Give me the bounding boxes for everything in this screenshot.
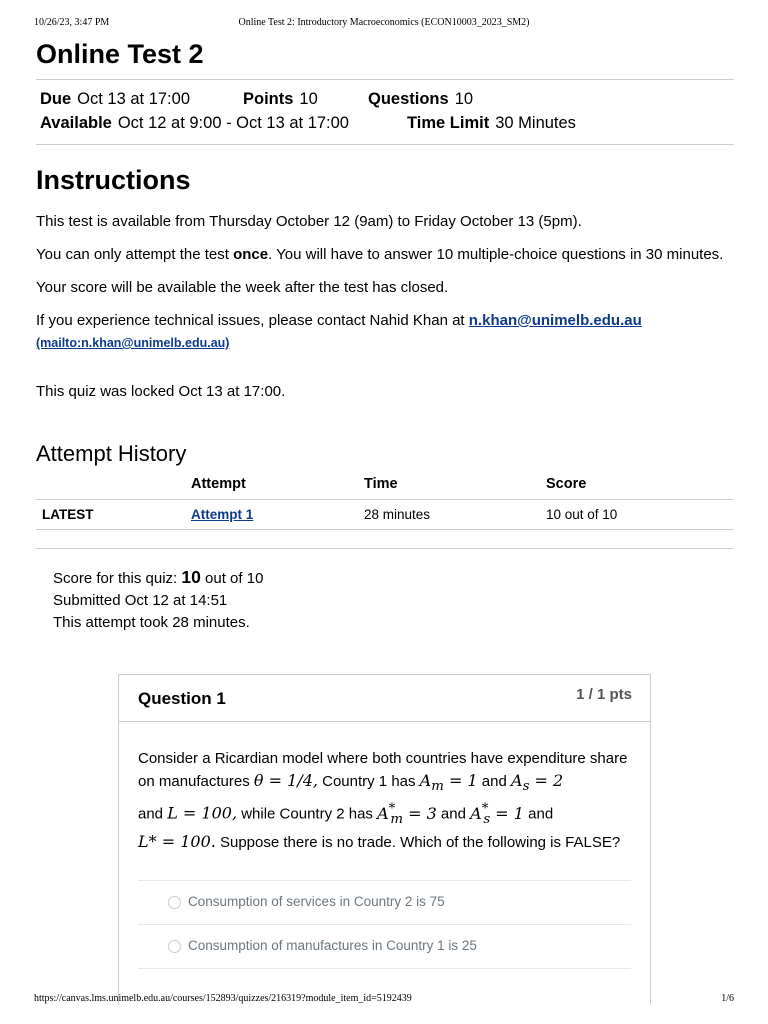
time-limit-info xyxy=(407,114,576,133)
points-label: Points xyxy=(243,90,294,108)
print-page-number: 1/6 xyxy=(721,993,734,1004)
print-doc-title: Online Test 2: Introductory Macroeconomics (ECON10003_2023_SM2) xyxy=(238,17,530,28)
questions-info xyxy=(368,90,473,109)
quiz-content xyxy=(36,38,734,634)
attempt-history-table xyxy=(36,474,734,530)
due-info xyxy=(40,90,190,109)
answer-label: Consumption of manufactures in Country 1 is 25 xyxy=(188,938,477,953)
column-header: Score xyxy=(546,474,734,500)
table-row xyxy=(36,500,734,530)
contact-mailto-text: (mailto:n.khan@unimelb.edu.au) xyxy=(36,336,230,350)
attempt-duration: This attempt took 28 minutes. xyxy=(53,614,250,631)
instructions-heading: Instructions xyxy=(36,165,191,195)
question-header xyxy=(119,675,650,722)
due-label: Due xyxy=(40,90,72,108)
radio-button[interactable] xyxy=(168,940,181,953)
answer-option[interactable] xyxy=(138,924,631,968)
available-info xyxy=(40,114,349,133)
column-header: Attempt xyxy=(191,474,364,500)
column-header: Time xyxy=(364,474,546,500)
available-value: Oct 12 at 9:00 - Oct 13 at 17:00 xyxy=(117,114,349,132)
instructions-contact: If you experience technical issues, please contact Nahid Khan at n.khan@unimelb.edu.au (mailto:n.khan@unimelb.edu.au) xyxy=(36,312,642,350)
points-value: 10 xyxy=(299,90,318,108)
answer-option[interactable] xyxy=(138,880,631,924)
quiz-details xyxy=(36,80,734,144)
quiz-summary xyxy=(36,566,734,634)
attempt-1-link[interactable]: Attempt 1 xyxy=(191,507,254,522)
time-limit-label: Time Limit xyxy=(407,114,490,132)
instructions-score-release: Your score will be available the week after the test has closed. xyxy=(36,279,449,296)
radio-button[interactable] xyxy=(168,896,181,909)
questions-label: Questions xyxy=(368,90,449,108)
answer-label: Consumption of services in Country 2 is 75 xyxy=(188,894,445,909)
table-header-row xyxy=(36,474,734,500)
quiz-locked-notice: This quiz was locked Oct 13 at 17:00. xyxy=(36,383,286,400)
question-text: Consider a Ricardian model where both countries have expenditure share on manufactures θ = 1/4, Country 1 has $A_m = 1$ and $A_s = 2$ and L = 100, while Country 2 has $A^*_m = 3$ and $A^*_s = 1$ and L* = 100. Suppose there is no trade. Which of the following is FALSE? xyxy=(138,750,628,851)
points-info xyxy=(243,90,318,109)
question-title: Question 1 xyxy=(138,689,226,708)
answer-divider xyxy=(138,968,631,1012)
due-value: Oct 13 at 17:00 xyxy=(77,90,190,108)
print-header xyxy=(34,17,734,28)
print-url: https://canvas.lms.unimelb.edu.au/courses/152893/quizzes/216319?module_item_id=5192439 xyxy=(34,993,412,1004)
page-title: Online Test 2 xyxy=(36,39,204,69)
quiz-score: Score for this quiz: 10 out of 10 xyxy=(53,567,264,587)
attempt-history-heading: Attempt History xyxy=(36,441,187,466)
question-points: 1 / 1 pts xyxy=(576,686,632,703)
column-header xyxy=(36,474,191,500)
question-card xyxy=(118,674,651,1005)
attempt-time: 28 minutes xyxy=(364,500,546,530)
time-limit-value: 30 Minutes xyxy=(495,114,576,132)
attempt-score: 10 out of 10 xyxy=(546,500,734,530)
print-datetime: 10/26/23, 3:47 PM xyxy=(34,17,110,28)
available-label: Available xyxy=(40,114,112,132)
submitted-time: Submitted Oct 12 at 14:51 xyxy=(53,592,228,609)
instructions-availability: This test is available from Thursday October 12 (9am) to Friday October 13 (5pm). xyxy=(36,213,582,230)
contact-email-link[interactable]: n.khan@unimelb.edu.au xyxy=(468,312,642,329)
latest-label: LATEST xyxy=(36,500,191,530)
instructions-attempt-limit: You can only attempt the test once. You will have to answer 10 multiple-choice questions in 30 minutes. xyxy=(36,246,724,263)
questions-value: 10 xyxy=(454,90,474,108)
